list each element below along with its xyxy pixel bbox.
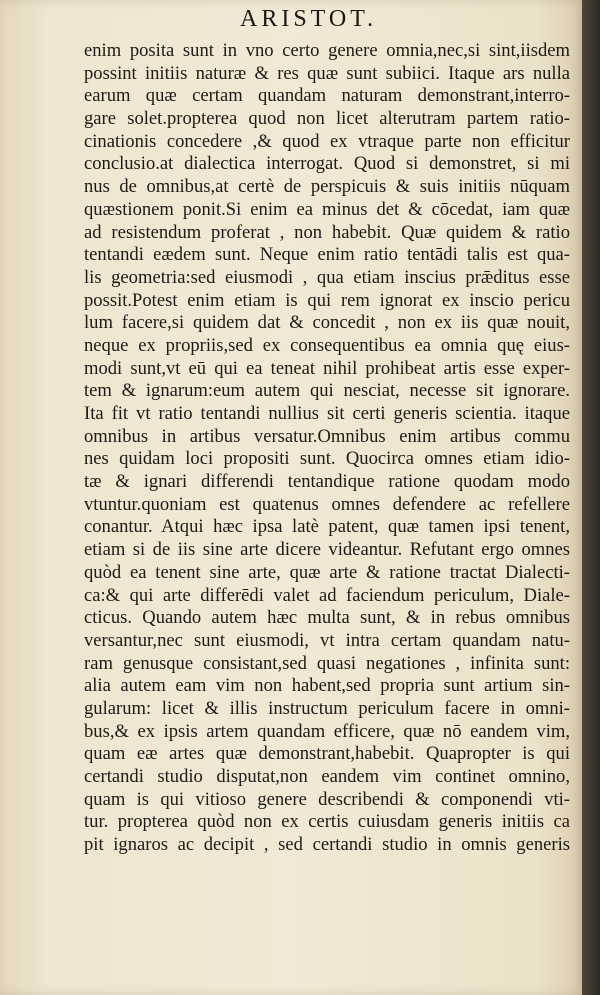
text-line: tentandi eædem sunt. Neque enim ratio tentādi talis est qua-	[84, 244, 570, 266]
text-line: omnibus in artibus versatur.Omnibus enim artibus commu	[84, 425, 570, 447]
text-line: versantur,nec sunt eiusmodi, vt intra certam quandam natu-	[84, 629, 570, 651]
text-line: pit ignaros ac decipit , sed certandi studio in omnis generis	[84, 834, 570, 856]
text-line: quæstionem ponit.Si enim ea minus det & cōcedat, iam quæ	[84, 198, 570, 220]
text-line: possit.Potest enim etiam is qui rem ignorat ex inscio pericu	[84, 289, 570, 311]
text-line: Ita fit vt ratio tentandi nullius sit certi generis scientia. itaque	[84, 403, 570, 424]
text-line: nes quidam loci propositi sunt. Quocirca omnes etiam idio-	[84, 448, 570, 470]
text-line: possint initiis naturæ & res quæ sunt subiici. Itaque ars nulla	[84, 62, 570, 84]
text-line: nus de omnibus,at certè de perspicuis & suis initiis nūquam	[84, 176, 570, 198]
text-line: conclusio.at dialectica interrogat. Quod si demonstret, si mi	[84, 153, 570, 175]
text-line: certandi studio disputat,non eandem vim continet omnino,	[84, 766, 570, 787]
text-line: alia autem eam vim non habent,sed propria sunt artium sin-	[84, 675, 570, 697]
text-line: quam eæ artes quæ demonstrant,habebit. Quapropter is qui	[84, 743, 570, 765]
text-line: cinationis concedere ,& quod ex vtraque parte non efficitur	[84, 130, 570, 152]
text-line: ad resistendum proferat , non habebit. Quæ quidem & ratio	[84, 221, 570, 243]
text-line: ca:& qui arte differēdi valet ad faciendum periculum, Diale-	[84, 584, 570, 606]
text-line: quam is qui vitioso genere describendi & componendi vti-	[84, 788, 570, 810]
text-line: quòd ea tenent sine arte, quæ arte & ratione tractat Dialecti-	[84, 561, 570, 583]
text-line: cticus. Quando autem hæc multa sunt, & in rebus omnibus	[84, 607, 570, 629]
page-edge	[582, 0, 600, 995]
text-line: ram genusque consistant,sed quasi negationes , infinita sunt:	[84, 652, 570, 674]
text-line: etiam si de iis sine arte dicere videantur. Refutant ergo omnes	[84, 539, 570, 561]
text-line: tæ & ignari differendi tentandique ratione quodam modo	[84, 471, 570, 493]
body-text	[84, 40, 570, 857]
text-line: tem & ignarum:eum autem qui nesciat, necesse sit ignorare.	[84, 380, 570, 402]
text-line: modi sunt,vt eū qui ea teneat nihil prohibeat artis esse exper-	[84, 357, 570, 379]
text-line: neque ex propriis,sed ex consequentibus ea omnia quę eius-	[84, 334, 570, 356]
text-line: vtuntur.quoniam est quatenus omnes defendere ac refellere	[84, 493, 570, 515]
text-line: bus,& ex ipsis artem quandam efficere, quæ nō eandem vim,	[84, 720, 570, 742]
text-line: lum facere,si quidem dat & concedit , non ex iis quæ nouit,	[84, 312, 570, 334]
text-line: tur. propterea quòd non ex certis cuiusdam generis initiis ca	[84, 811, 570, 833]
text-line: gularum: licet & illis instructum periculum facere in omni-	[84, 697, 570, 719]
text-line: lis geometria:sed eiusmodi , qua etiam inscius prǣditus esse	[84, 266, 570, 288]
text-line: conantur. Atqui hæc ipsa latè patent, quæ tamen ipsi tenent,	[84, 516, 570, 538]
running-head: ARISTOT.	[240, 6, 378, 32]
text-line: enim posita sunt in vno certo genere omnia,nec,si sint,iisdem	[84, 40, 570, 61]
text-line: gare solet.propterea quod non licet alterutram partem ratio-	[84, 108, 570, 130]
text-line: earum quæ certam quandam naturam demonstrant,interro-	[84, 85, 570, 107]
